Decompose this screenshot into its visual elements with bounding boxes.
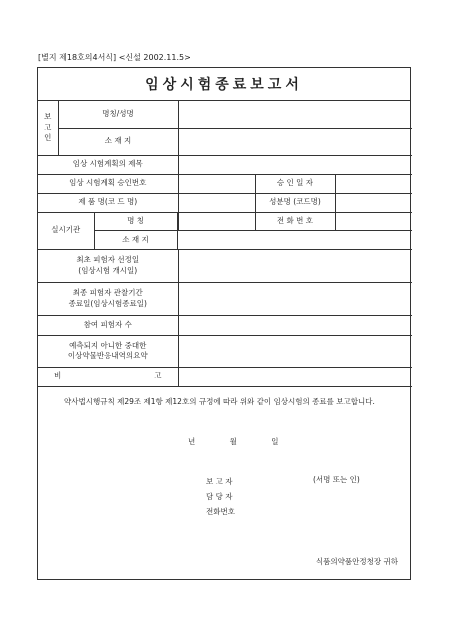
reporter-address-value-cell[interactable]: [178, 128, 412, 155]
adverse-reaction-value-cell[interactable]: [178, 335, 412, 367]
site-phone-value-cell[interactable]: [335, 212, 412, 231]
participants-value-cell[interactable]: [178, 315, 412, 335]
report-date: [188, 436, 311, 447]
reporter-signature-label: 보 고 자: [206, 477, 233, 486]
title-box: [38, 68, 410, 101]
participants-label: 참여 피험자 수: [38, 315, 178, 335]
report-form: [37, 67, 411, 580]
approval-date-value-cell[interactable]: [335, 174, 412, 193]
ingredient-name-label: 성분명 (코드명): [255, 193, 335, 212]
site-name-label: 명 칭: [94, 213, 177, 231]
first-selection-line2: (임상시험 개시일): [78, 265, 138, 275]
approval-number-label: 임상 시험계획 승인번호: [38, 174, 178, 193]
site-address-label: 소 재 지: [94, 231, 177, 249]
day-label: 일: [271, 437, 279, 446]
remarks-label-left: 비: [54, 371, 62, 381]
last-observation-line2: 종료일(임상시험종료일): [68, 298, 147, 308]
form-title: 임상시험종료보고서: [145, 77, 303, 93]
adverse-reaction-label: [38, 335, 178, 367]
site-group-label: 실시기관: [38, 213, 94, 249]
first-selection-value-cell[interactable]: [178, 249, 412, 282]
first-selection-label: [38, 249, 178, 282]
remarks-label: [38, 367, 178, 386]
last-observation-label: [38, 282, 178, 315]
name-label: 명칭/성명: [58, 101, 178, 128]
signature-note: (서명 또는 인): [313, 475, 360, 484]
approval-date-label: 승 인 일 자: [255, 174, 335, 193]
adverse-reaction-line2: 이상약물반응내역의요약: [67, 351, 148, 360]
trial-title-value-cell[interactable]: [178, 155, 412, 174]
month-label: 월: [229, 437, 237, 446]
name-value-cell[interactable]: [178, 101, 412, 128]
site-label-block: [38, 212, 178, 249]
last-observation-line1: 최종 피험자 관찰기간: [72, 288, 143, 297]
first-selection-line1: 최초 피험자 선정일: [76, 255, 140, 264]
report-statement: 약사법시행규칙 제29조 제1항 제12호의 규정에 따라 위와 같이 임상시험의 종료를 보고합니다.: [64, 397, 375, 406]
approval-number-value-cell[interactable]: [178, 174, 255, 193]
phone-label: 전화번호: [206, 507, 235, 516]
product-name-label: 제 품 명(코 드 명): [38, 193, 178, 212]
site-phone-label: 전 화 번 호: [255, 212, 335, 231]
reporter-group-label: 보고인: [38, 101, 58, 155]
remarks-label-right: 고: [154, 371, 162, 381]
signature-block: [206, 474, 235, 519]
year-label: 년: [188, 437, 196, 446]
reporter-address-label: 소 재 지: [58, 128, 178, 155]
remarks-value-cell[interactable]: [178, 367, 412, 386]
site-address-value-cell[interactable]: [178, 231, 412, 250]
trial-title-label: 임상 시험계획의 제목: [38, 155, 178, 174]
product-name-value-cell[interactable]: [178, 193, 255, 212]
addressee: 식품의약품안정청장 귀하: [315, 557, 398, 566]
manager-label: 담 당 자: [206, 492, 233, 501]
last-observation-value-cell[interactable]: [178, 282, 412, 315]
adverse-reaction-line1: 예측되지 아니한 중대한: [69, 340, 147, 350]
form-number-note: [별지 제18호의4서식] <신설 2002.11.5>: [38, 53, 191, 62]
report-table: [38, 101, 412, 387]
ingredient-name-value-cell[interactable]: [335, 193, 412, 212]
site-name-value-cell[interactable]: [178, 212, 255, 231]
